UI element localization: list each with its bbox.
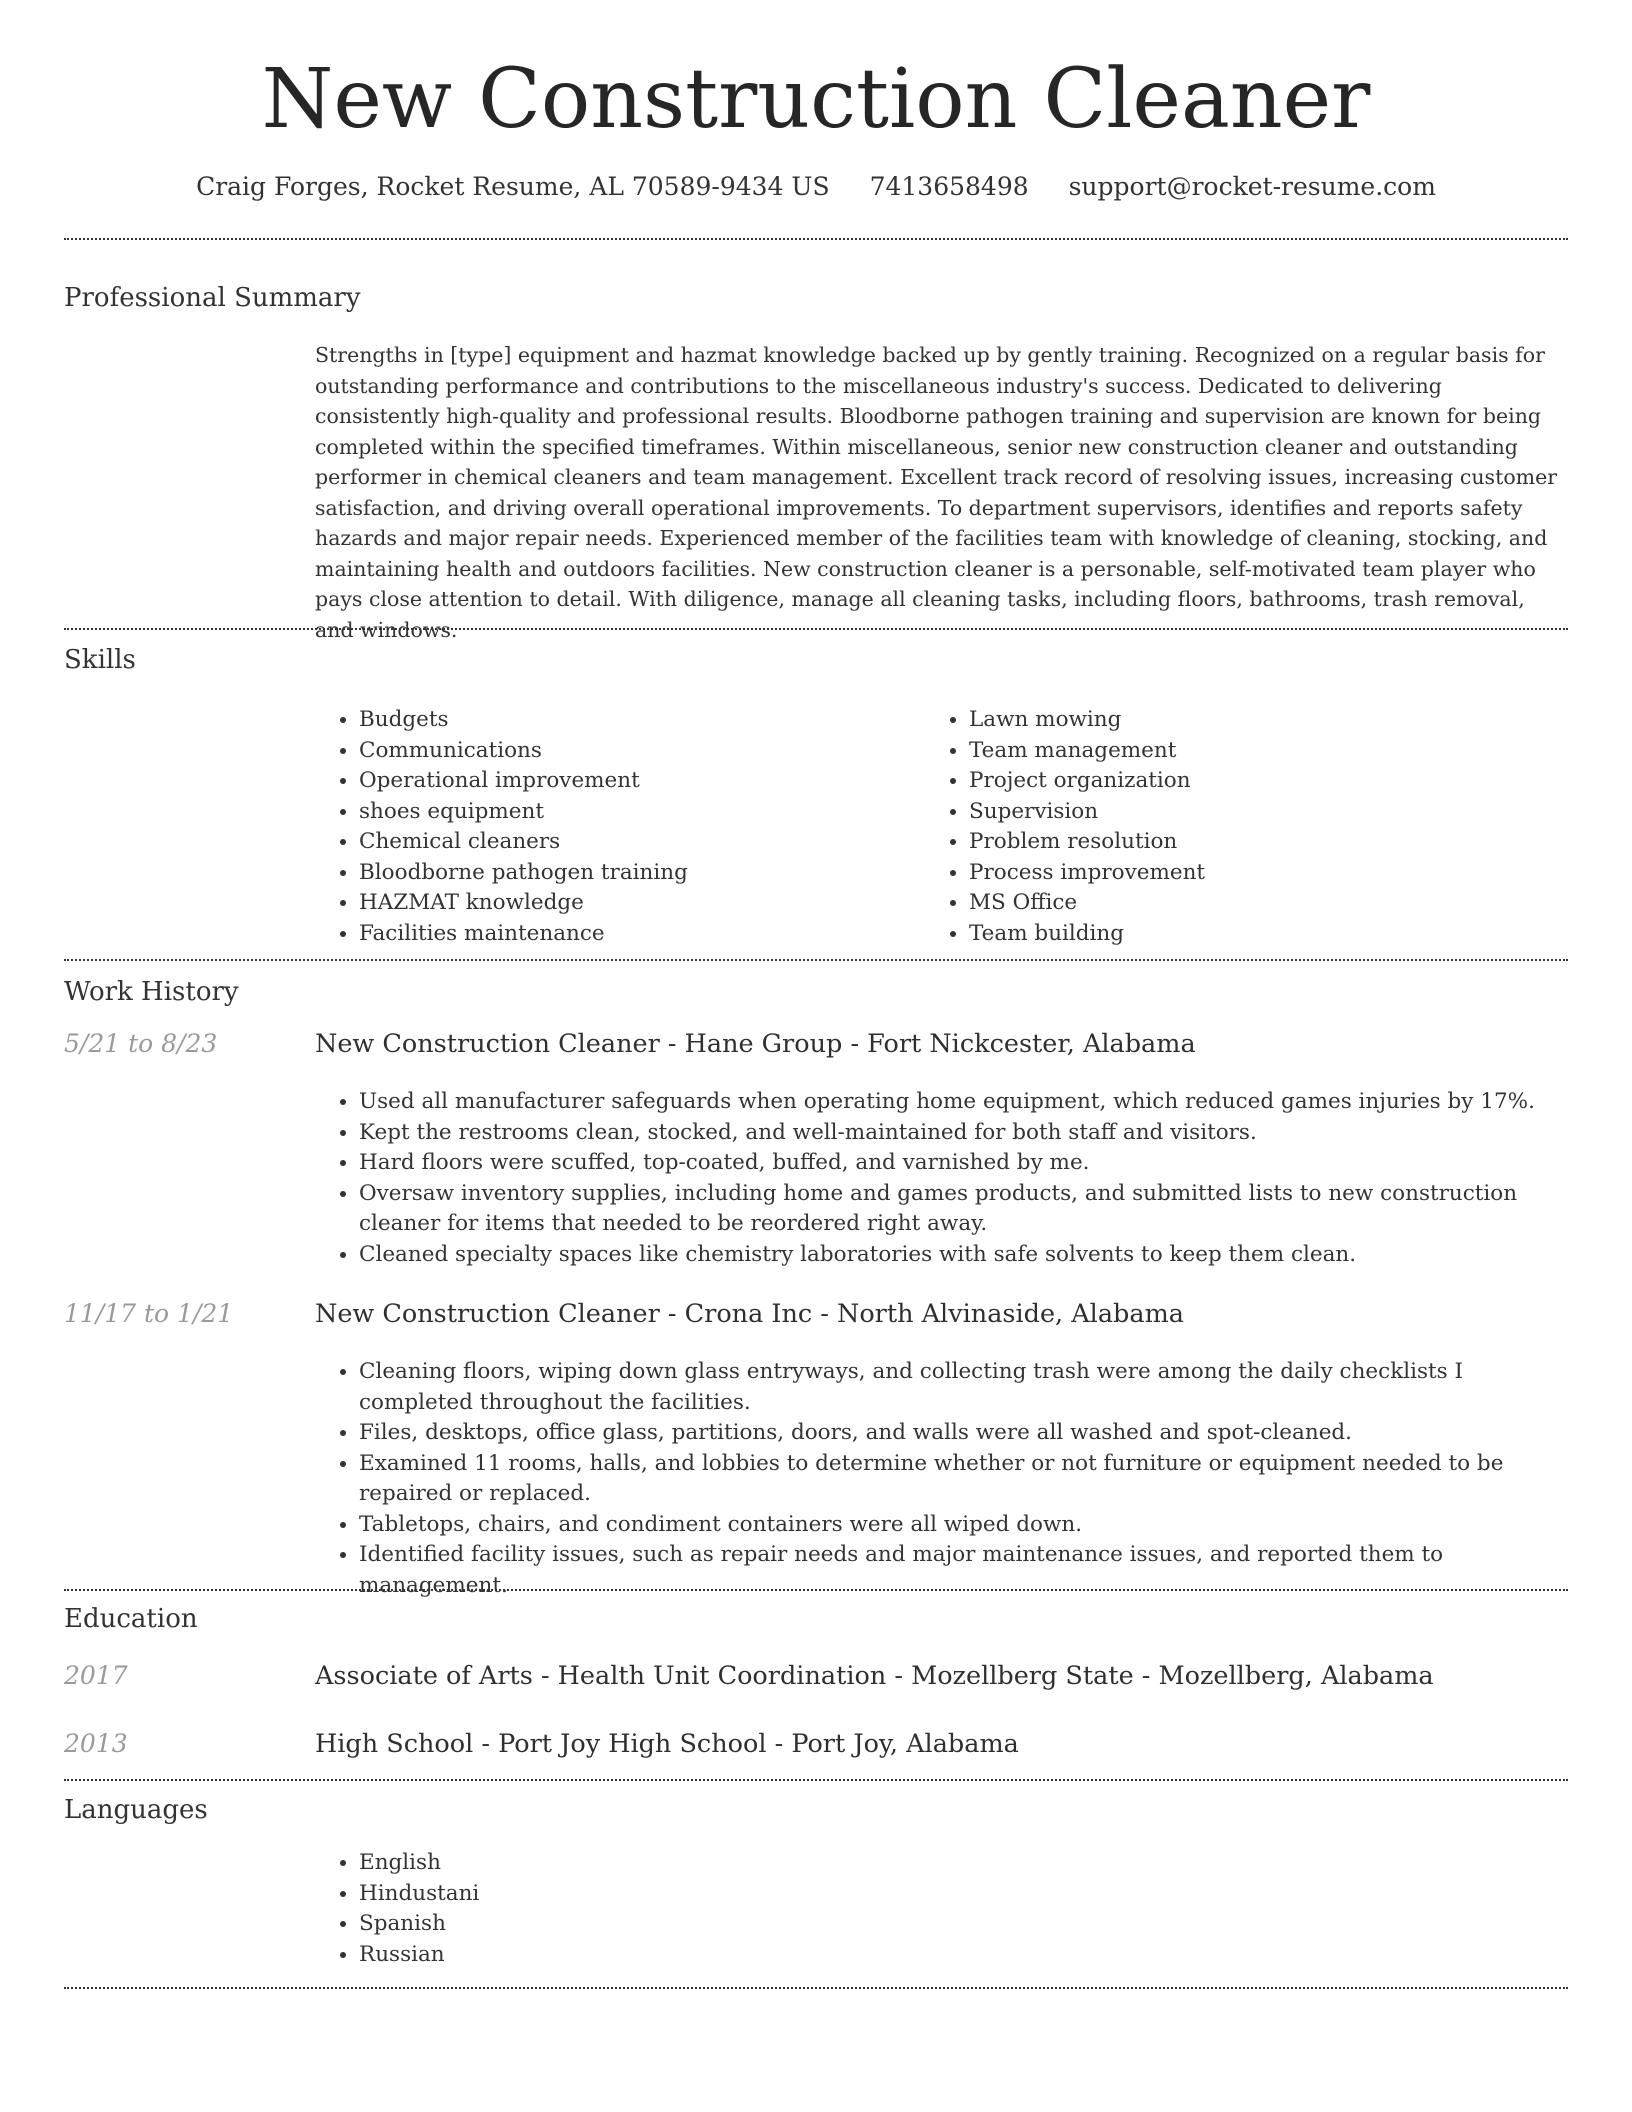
skill-item: • MS Office <box>969 888 1525 919</box>
language-item: • Russian <box>359 1940 1568 1971</box>
job-duty: • Hard floors were scuffed, top-coated, buffed, and varnished by me. <box>359 1148 1568 1179</box>
skill-item: • HAZMAT knowledge <box>359 888 915 919</box>
job-duty: • Cleaned specialty spaces like chemistry laboratories with safe solvents to keep them clean. <box>359 1240 1568 1271</box>
resume-title: New Construction Cleaner <box>261 52 1371 147</box>
job-duty: • Cleaning floors, wiping down glass entryways, and collecting trash were among the daily checklists I completed throughout the facilities. <box>359 1357 1568 1418</box>
language-item: • English <box>359 1848 1568 1879</box>
skill-item: • Process improvement <box>969 858 1525 889</box>
job-duty: • Tabletops, chairs, and condiment containers were all wiped down. <box>359 1510 1568 1541</box>
language-item: • Hindustani <box>359 1879 1568 1910</box>
job-duty: • Oversaw inventory supplies, including home and games products, and submitted lists to new construction cleaner for items that needed to be reordered right away. <box>359 1179 1568 1240</box>
contact-line <box>0 170 1632 204</box>
education-school: - Port Joy High School - Port Joy, Alabama <box>473 1729 1019 1759</box>
job-title: New Construction Cleaner - Crona Inc - North Alvinaside, Alabama <box>315 1299 1184 1329</box>
education-degree: High School <box>315 1729 474 1759</box>
education-year: 2013 <box>64 1729 128 1758</box>
languages-heading: Languages <box>64 1795 208 1825</box>
work-heading: Work History <box>64 977 239 1007</box>
skill-item: • Supervision <box>969 797 1525 828</box>
job-duty: • Files, desktops, office glass, partitions, doors, and walls were all washed and spot-cleaned. <box>359 1418 1568 1449</box>
job-duties <box>315 1357 1568 1601</box>
skill-item: • Team building <box>969 919 1525 950</box>
skill-item: • shoes equipment <box>359 797 915 828</box>
skill-item: • Project organization <box>969 766 1525 797</box>
divider <box>64 1987 1568 1989</box>
divider <box>64 959 1568 961</box>
language-item: • Spanish <box>359 1909 1568 1940</box>
education-year: 2017 <box>64 1661 128 1690</box>
skill-item: • Bloodborne pathogen training <box>359 858 915 889</box>
job-dates: 5/21 to 8/23 <box>64 1029 218 1058</box>
skill-item: • Team management <box>969 736 1525 767</box>
summary-heading: Professional Summary <box>64 283 361 313</box>
divider <box>64 238 1568 240</box>
skill-item: • Operational improvement <box>359 766 915 797</box>
education-heading: Education <box>64 1604 198 1634</box>
job-duty: • Kept the restrooms clean, stocked, and well-maintained for both staff and visitors. <box>359 1118 1568 1149</box>
job-title: New Construction Cleaner - Hane Group - Fort Nickcester, Alabama <box>315 1029 1196 1059</box>
divider <box>64 1779 1568 1781</box>
divider <box>64 628 1568 630</box>
job-dates: 11/17 to 1/21 <box>64 1299 234 1328</box>
job-duties <box>315 1087 1568 1270</box>
job-duty: • Used all manufacturer safeguards when operating home equipment, which reduced games injuries by 17%. <box>359 1087 1568 1118</box>
summary-text: Strengths in [type] equipment and hazmat knowledge backed up by gently training. Recognized on a regular basis for outstanding performance and contributions to the miscellaneous industry's success. Dedicated to delivering consistently high-quality and professional results. Bloodborne pathogen training and supervision are known for being completed within the specified timeframes. Within miscellaneous, senior new construction cleaner and outstanding performer in chemical cleaners and team management. Excellent track record of resolving issues, increasing customer satisfaction, and driving overall operational improvements. To department supervisors, identifies and reports safety hazards and major repair needs. Experienced member of the facilities team with knowledge of cleaning, stocking, and maintaining health and outdoors facilities. New construction cleaner is a personable, self-motivated team player who pays close attention to detail. With diligence, manage all cleaning tasks, including floors, bathrooms, trash removal, and windows. <box>315 343 1558 642</box>
contact-address: Craig Forges, Rocket Resume, AL 70589-9434 US <box>196 172 830 201</box>
skill-item: • Problem resolution <box>969 827 1525 858</box>
education-school: - Mozellberg State - Mozellberg, Alabama <box>886 1661 1434 1691</box>
skill-item: • Facilities maintenance <box>359 919 915 950</box>
job-duty: • Identified facility issues, such as repair needs and major maintenance issues, and reported them to management. <box>359 1540 1568 1601</box>
education-degree: Associate of Arts - Health Unit Coordination <box>315 1661 887 1691</box>
divider <box>64 1589 1568 1591</box>
education-entry <box>315 1728 1019 1760</box>
contact-phone: 7413658498 <box>869 172 1029 201</box>
education-entry <box>315 1660 1434 1692</box>
skill-item: • Communications <box>359 736 915 767</box>
contact-email: support@rocket-resume.com <box>1068 172 1436 201</box>
skill-item: • Budgets <box>359 705 915 736</box>
skill-item: • Chemical cleaners <box>359 827 915 858</box>
skills-heading: Skills <box>64 645 136 675</box>
skills-column-right <box>925 705 1525 949</box>
skill-item: • Lawn mowing <box>969 705 1525 736</box>
languages-list <box>315 1848 1568 1970</box>
job-duty: • Examined 11 rooms, halls, and lobbies to determine whether or not furniture or equipment needed to be repaired or replaced. <box>359 1449 1568 1510</box>
skills-column-left <box>315 705 915 949</box>
